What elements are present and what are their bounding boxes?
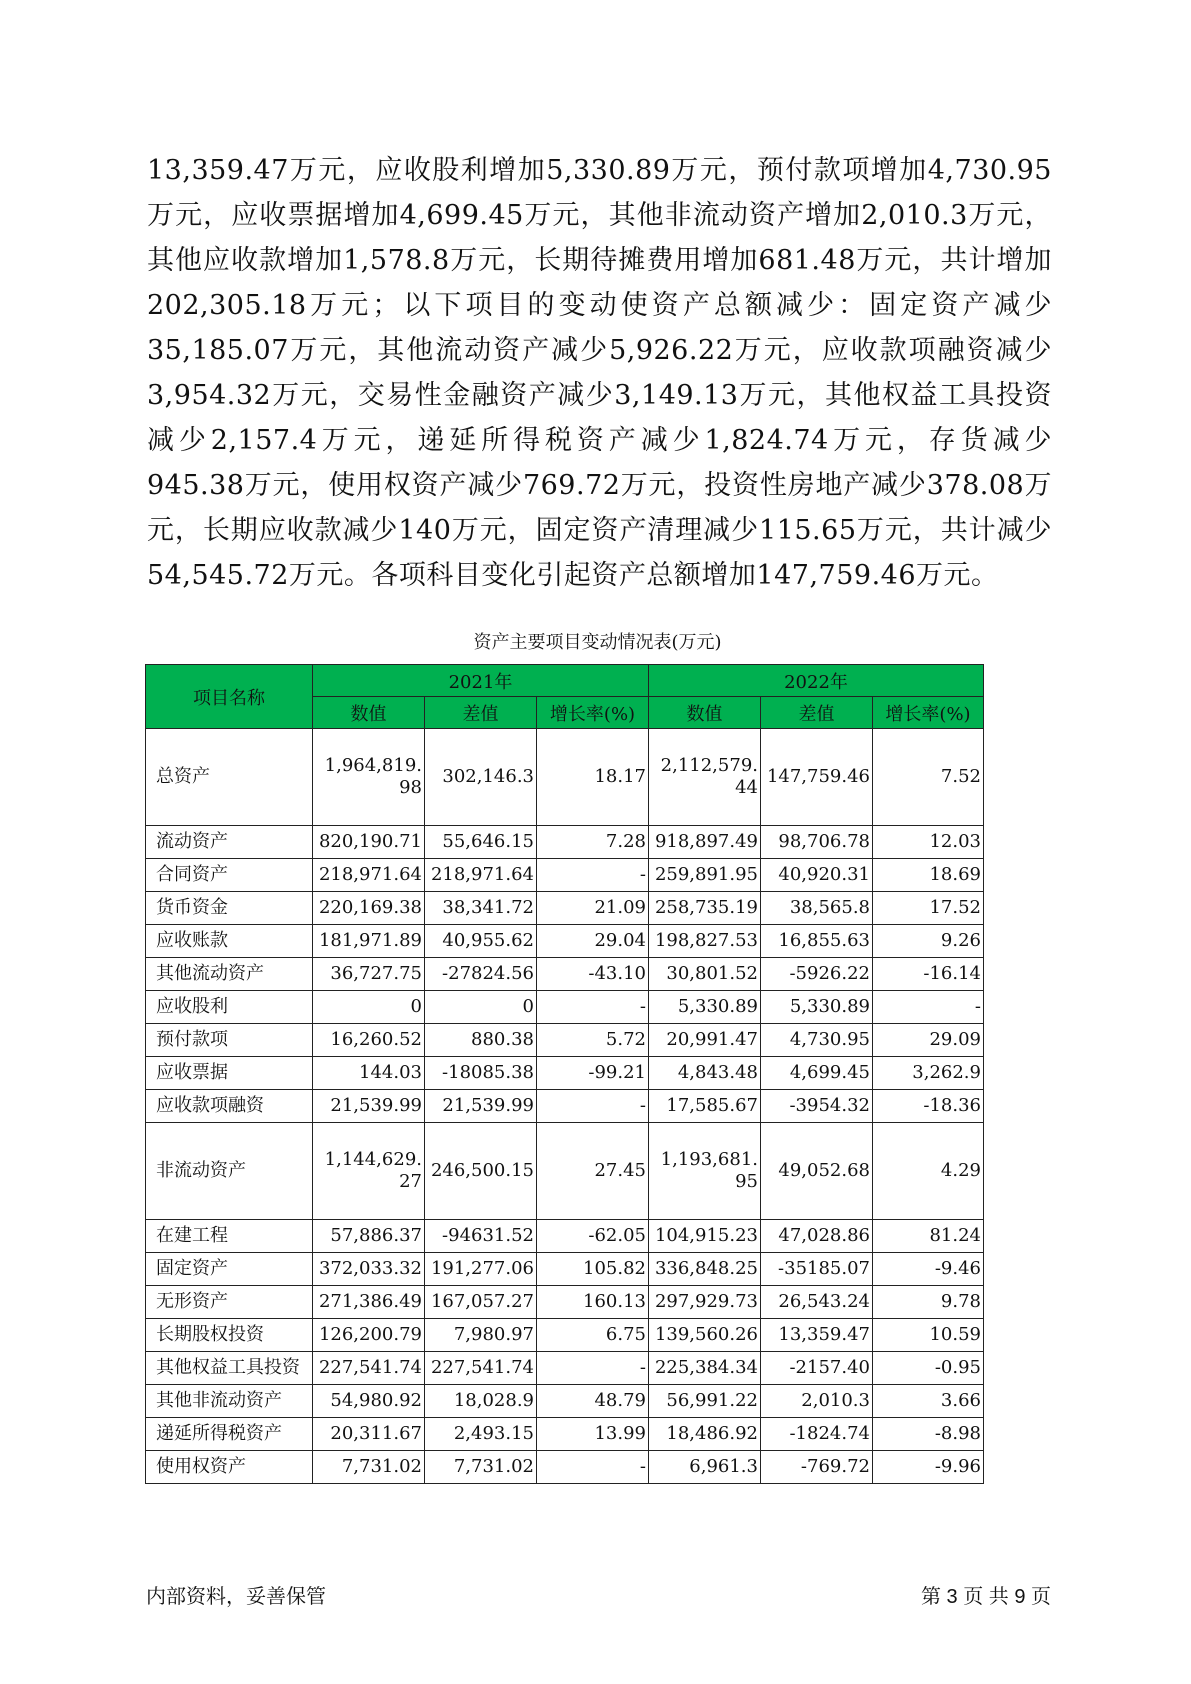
- cell-diff-2021: 38,341.72: [425, 892, 537, 925]
- cell-growth-2022: 18.69: [873, 859, 984, 892]
- cell-diff-2021: -27824.56: [425, 958, 537, 991]
- cell-diff-2022: 16,855.63: [761, 925, 873, 958]
- cell-diff-2021: 7,980.97: [425, 1319, 537, 1352]
- cell-diff-2022: 40,920.31: [761, 859, 873, 892]
- cell-value-2021: 20,311.67: [313, 1418, 425, 1451]
- table-body: [146, 729, 984, 1484]
- cell-value-2022: 259,891.95: [649, 859, 761, 892]
- cell-growth-2021: 5.72: [537, 1024, 649, 1057]
- cell-diff-2021: 7,731.02: [425, 1451, 537, 1484]
- table-row: [146, 1253, 984, 1286]
- table-row: [146, 1123, 984, 1220]
- row-name: 货币资金: [146, 892, 313, 925]
- cell-value-2021: 126,200.79: [313, 1319, 425, 1352]
- cell-growth-2021: 6.75: [537, 1319, 649, 1352]
- table-row: [146, 925, 984, 958]
- row-name: 在建工程: [146, 1220, 313, 1253]
- cell-growth-2022: -0.95: [873, 1352, 984, 1385]
- cell-diff-2021: 227,541.74: [425, 1352, 537, 1385]
- cell-diff-2022: -1824.74: [761, 1418, 873, 1451]
- row-name: 应收账款: [146, 925, 313, 958]
- cell-value-2021: 21,539.99: [313, 1090, 425, 1123]
- table-row: [146, 1352, 984, 1385]
- table-row: [146, 1451, 984, 1484]
- cell-diff-2022: 4,730.95: [761, 1024, 873, 1057]
- cell-diff-2022: 13,359.47: [761, 1319, 873, 1352]
- table-caption: 资产主要项目变动情况表(万元): [473, 632, 722, 653]
- footer-page-number: 第 3 页 共 9 页: [920, 1586, 1051, 1608]
- cell-diff-2022: 5,330.89: [761, 991, 873, 1024]
- table-row: [146, 826, 984, 859]
- cell-growth-2021: 18.17: [537, 729, 649, 826]
- cell-growth-2022: -9.46: [873, 1253, 984, 1286]
- cell-diff-2022: 47,028.86: [761, 1220, 873, 1253]
- row-name: 无形资产: [146, 1286, 313, 1319]
- cell-value-2021: 271,386.49: [313, 1286, 425, 1319]
- header-row-years: [146, 665, 984, 697]
- cell-diff-2022: 98,706.78: [761, 826, 873, 859]
- cell-value-2022: 1,193,681.95: [649, 1123, 761, 1220]
- cell-value-2022: 17,585.67: [649, 1090, 761, 1123]
- cell-value-2022: 4,843.48: [649, 1057, 761, 1090]
- cell-growth-2022: 12.03: [873, 826, 984, 859]
- cell-diff-2021: -18085.38: [425, 1057, 537, 1090]
- cell-growth-2021: 48.79: [537, 1385, 649, 1418]
- cell-growth-2022: 9.26: [873, 925, 984, 958]
- header-diff-2021: 差值: [425, 697, 537, 729]
- row-name: 使用权资产: [146, 1451, 313, 1484]
- header-growth-2022: 增长率(%): [873, 697, 984, 729]
- cell-growth-2021: -62.05: [537, 1220, 649, 1253]
- cell-diff-2021: 880.38: [425, 1024, 537, 1057]
- cell-value-2022: 918,897.49: [649, 826, 761, 859]
- cell-value-2021: 372,033.32: [313, 1253, 425, 1286]
- header-diff-2022: 差值: [761, 697, 873, 729]
- cell-growth-2021: 29.04: [537, 925, 649, 958]
- cell-value-2021: 54,980.92: [313, 1385, 425, 1418]
- cell-growth-2022: -18.36: [873, 1090, 984, 1123]
- cell-diff-2021: 21,539.99: [425, 1090, 537, 1123]
- table-row: [146, 892, 984, 925]
- cell-value-2022: 104,915.23: [649, 1220, 761, 1253]
- cell-growth-2022: 10.59: [873, 1319, 984, 1352]
- cell-value-2022: 56,991.22: [649, 1385, 761, 1418]
- cell-diff-2022: 2,010.3: [761, 1385, 873, 1418]
- footer-confidential-note: 内部资料，妥善保管: [146, 1586, 326, 1608]
- cell-growth-2022: 29.09: [873, 1024, 984, 1057]
- cell-growth-2021: -: [537, 1451, 649, 1484]
- cell-value-2022: 198,827.53: [649, 925, 761, 958]
- cell-value-2021: 220,169.38: [313, 892, 425, 925]
- cell-growth-2021: 21.09: [537, 892, 649, 925]
- cell-value-2021: 144.03: [313, 1057, 425, 1090]
- cell-growth-2022: 4.29: [873, 1123, 984, 1220]
- cell-diff-2022: -35185.07: [761, 1253, 873, 1286]
- row-name: 应收股利: [146, 991, 313, 1024]
- asset-change-table: [145, 664, 984, 1484]
- cell-growth-2021: 105.82: [537, 1253, 649, 1286]
- cell-growth-2021: -99.21: [537, 1057, 649, 1090]
- cell-growth-2022: -8.98: [873, 1418, 984, 1451]
- cell-growth-2022: -9.96: [873, 1451, 984, 1484]
- cell-diff-2021: -94631.52: [425, 1220, 537, 1253]
- table-row: [146, 958, 984, 991]
- cell-value-2021: 36,727.75: [313, 958, 425, 991]
- header-value-2021: 数值: [313, 697, 425, 729]
- cell-growth-2021: -43.10: [537, 958, 649, 991]
- header-project-name: 项目名称: [146, 665, 313, 729]
- cell-diff-2022: 147,759.46: [761, 729, 873, 826]
- cell-value-2021: 820,190.71: [313, 826, 425, 859]
- cell-diff-2021: 55,646.15: [425, 826, 537, 859]
- cell-growth-2022: 7.52: [873, 729, 984, 826]
- cell-diff-2022: -5926.22: [761, 958, 873, 991]
- table-row: [146, 1220, 984, 1253]
- cell-value-2021: 218,971.64: [313, 859, 425, 892]
- cell-value-2022: 5,330.89: [649, 991, 761, 1024]
- row-name: 长期股权投资: [146, 1319, 313, 1352]
- table-row: [146, 991, 984, 1024]
- cell-growth-2021: -: [537, 1090, 649, 1123]
- cell-diff-2021: 18,028.9: [425, 1385, 537, 1418]
- row-name: 合同资产: [146, 859, 313, 892]
- cell-growth-2022: -: [873, 991, 984, 1024]
- cell-value-2021: 0: [313, 991, 425, 1024]
- cell-diff-2022: 49,052.68: [761, 1123, 873, 1220]
- cell-value-2021: 181,971.89: [313, 925, 425, 958]
- table-row: [146, 1319, 984, 1352]
- cell-growth-2022: 17.52: [873, 892, 984, 925]
- cell-value-2022: 139,560.26: [649, 1319, 761, 1352]
- cell-diff-2021: 246,500.15: [425, 1123, 537, 1220]
- cell-value-2022: 18,486.92: [649, 1418, 761, 1451]
- cell-growth-2022: -16.14: [873, 958, 984, 991]
- cell-value-2022: 225,384.34: [649, 1352, 761, 1385]
- cell-growth-2021: 27.45: [537, 1123, 649, 1220]
- cell-growth-2021: -: [537, 859, 649, 892]
- cell-diff-2021: 167,057.27: [425, 1286, 537, 1319]
- row-name: 其他权益工具投资: [146, 1352, 313, 1385]
- cell-growth-2021: -: [537, 1352, 649, 1385]
- cell-growth-2022: 3,262.9: [873, 1057, 984, 1090]
- table-row: [146, 1418, 984, 1451]
- cell-diff-2022: -2157.40: [761, 1352, 873, 1385]
- row-name: 固定资产: [146, 1253, 313, 1286]
- cell-value-2021: 57,886.37: [313, 1220, 425, 1253]
- cell-value-2022: 336,848.25: [649, 1253, 761, 1286]
- row-name: 递延所得税资产: [146, 1418, 313, 1451]
- cell-value-2022: 30,801.52: [649, 958, 761, 991]
- table-row: [146, 729, 984, 826]
- row-name: 流动资产: [146, 826, 313, 859]
- cell-diff-2021: 0: [425, 991, 537, 1024]
- cell-diff-2022: -769.72: [761, 1451, 873, 1484]
- cell-diff-2021: 218,971.64: [425, 859, 537, 892]
- cell-value-2021: 227,541.74: [313, 1352, 425, 1385]
- cell-value-2022: 20,991.47: [649, 1024, 761, 1057]
- table-row: [146, 1090, 984, 1123]
- row-name: 其他流动资产: [146, 958, 313, 991]
- table-row: [146, 1024, 984, 1057]
- cell-value-2022: 297,929.73: [649, 1286, 761, 1319]
- cell-growth-2021: 7.28: [537, 826, 649, 859]
- row-name: 其他非流动资产: [146, 1385, 313, 1418]
- cell-diff-2022: 26,543.24: [761, 1286, 873, 1319]
- header-year-2021: 2021年: [313, 665, 649, 697]
- cell-value-2021: 7,731.02: [313, 1451, 425, 1484]
- cell-diff-2021: 191,277.06: [425, 1253, 537, 1286]
- cell-value-2021: 16,260.52: [313, 1024, 425, 1057]
- cell-value-2022: 6,961.3: [649, 1451, 761, 1484]
- cell-diff-2021: 302,146.3: [425, 729, 537, 826]
- cell-value-2021: 1,964,819.98: [313, 729, 425, 826]
- table-row: [146, 859, 984, 892]
- header-year-2022: 2022年: [649, 665, 984, 697]
- header-value-2022: 数值: [649, 697, 761, 729]
- row-name: 预付款项: [146, 1024, 313, 1057]
- row-name: 应收票据: [146, 1057, 313, 1090]
- cell-diff-2022: -3954.32: [761, 1090, 873, 1123]
- table-row: [146, 1057, 984, 1090]
- cell-value-2022: 2,112,579.44: [649, 729, 761, 826]
- cell-diff-2021: 40,955.62: [425, 925, 537, 958]
- row-name: 非流动资产: [146, 1123, 313, 1220]
- cell-growth-2021: -: [537, 991, 649, 1024]
- cell-value-2021: 1,144,629.27: [313, 1123, 425, 1220]
- cell-growth-2022: 9.78: [873, 1286, 984, 1319]
- cell-diff-2022: 38,565.8: [761, 892, 873, 925]
- table-row: [146, 1286, 984, 1319]
- row-name: 应收款项融资: [146, 1090, 313, 1123]
- body-paragraph: 13,359.47万元，应收股利增加5,330.89万元，预付款项增加4,730.95万元，应收票据增加4,699.45万元，其他非流动资产增加2,010.3万元，其他应收款增加1,578.8万元，长期待摊费用增加681.48万元，共计增加202,305.18万元；以下项目的变动使资产总额减少：固定资产减少35,185.07万元，其他流动资产减少5,926.22万元，应收款项融资减少3,954.32万元，交易性金融资产减少3,149.13万元，其他权益工具投资减少2,157.4万元，递延所得税资产减少1,824.74万元，存货减少945.38万元，使用权资产减少769.72万元，投资性房地产减少378.08万元，长期应收款减少140万元，固定资产清理减少115.65万元，共计减少54,545.72万元。各项科目变化引起资产总额增加147,759.46万元。: [147, 155, 1052, 591]
- cell-growth-2022: 3.66: [873, 1385, 984, 1418]
- header-growth-2021: 增长率(%): [537, 697, 649, 729]
- cell-diff-2022: 4,699.45: [761, 1057, 873, 1090]
- cell-growth-2022: 81.24: [873, 1220, 984, 1253]
- cell-growth-2021: 13.99: [537, 1418, 649, 1451]
- cell-value-2022: 258,735.19: [649, 892, 761, 925]
- cell-diff-2021: 2,493.15: [425, 1418, 537, 1451]
- table-row: [146, 1385, 984, 1418]
- row-name: 总资产: [146, 729, 313, 826]
- cell-growth-2021: 160.13: [537, 1286, 649, 1319]
